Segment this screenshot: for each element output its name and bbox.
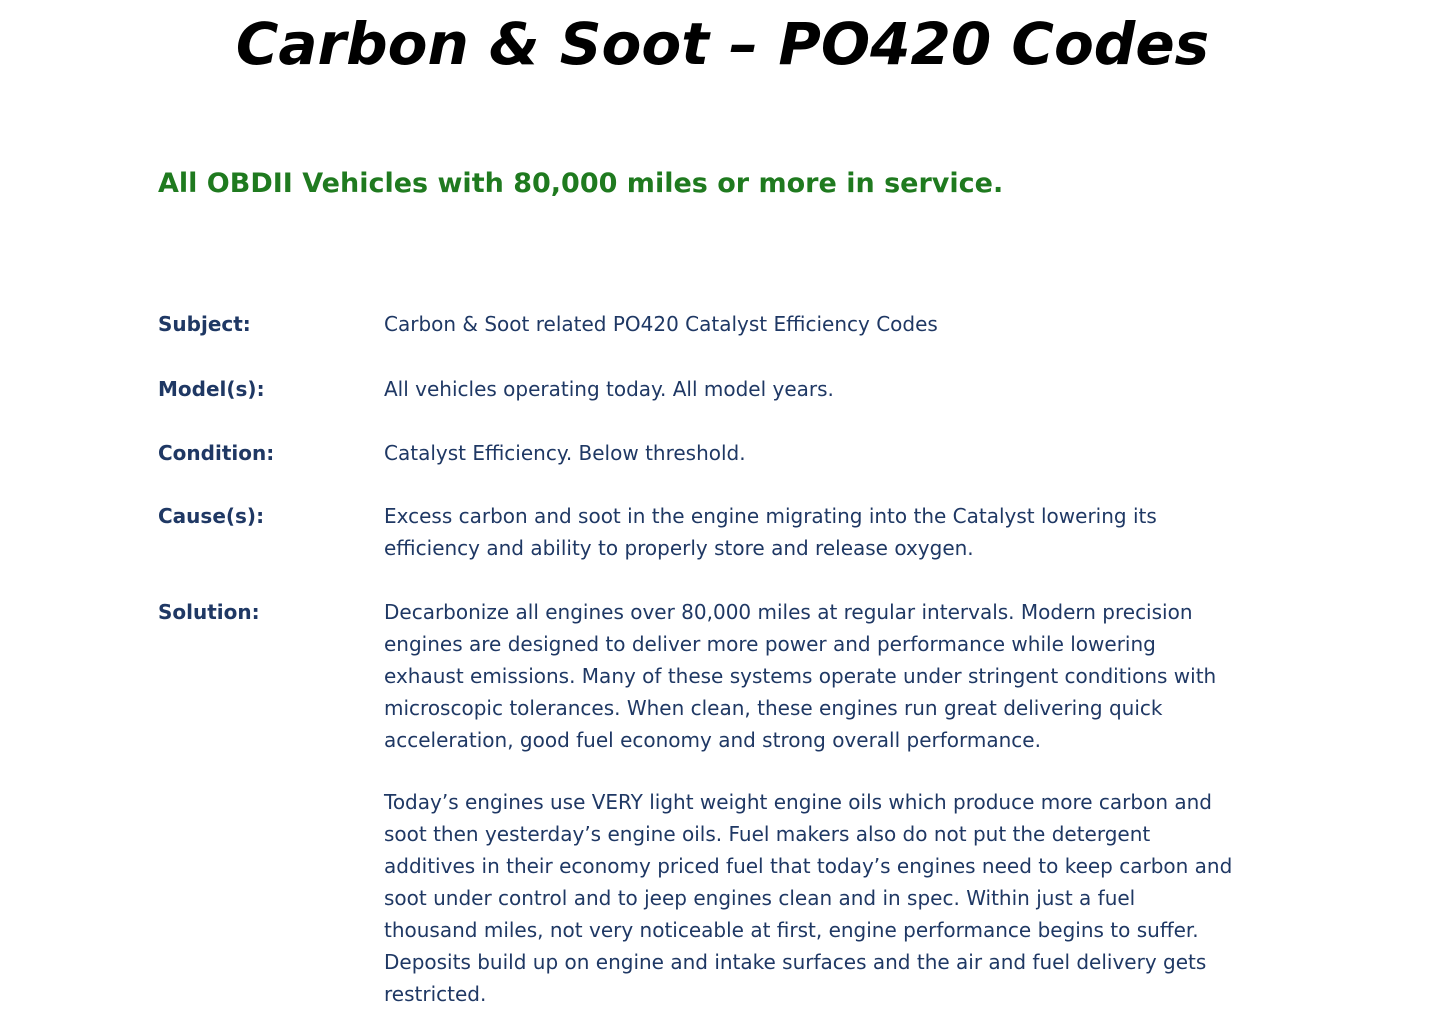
solution-line: Decarbonize all engines over 80,000 miles at regular intervals. Modern precision [384, 600, 1193, 624]
solution-paragraph-2 [384, 786, 1294, 1010]
solution-line: Deposits build up on engine and intake surfaces and the air and fuel delivery gets [384, 950, 1207, 974]
causes-label: Cause(s): [158, 504, 265, 528]
causes-line: Excess carbon and soot in the engine migrating into the Catalyst lowering its [384, 504, 1157, 528]
solution-line: soot under control and to jeep engines clean and in spec. Within just a fuel [384, 886, 1136, 910]
document-subtitle: All OBDII Vehicles with 80,000 miles or more in service. [158, 168, 1004, 199]
models-value [384, 373, 1294, 405]
solution-line: restricted. [384, 982, 487, 1006]
models-text: All vehicles operating today. All model years. [384, 377, 834, 401]
subject-text: Carbon & Soot related PO420 Catalyst Efficiency Codes [384, 312, 938, 336]
solution-line: acceleration, good fuel economy and strong overall performance. [384, 728, 1041, 752]
subject-value [384, 308, 1294, 340]
solution-line: additives in their economy priced fuel that today’s engines need to keep carbon and [384, 854, 1233, 878]
solution-label: Solution: [158, 600, 260, 624]
causes-value [384, 500, 1294, 564]
document-title: Carbon & Soot – PO420 Codes [235, 10, 1210, 78]
solution-line: soot then yesterday’s engine oils. Fuel makers also do not put the detergent [384, 822, 1151, 846]
solution-paragraph-1 [384, 596, 1294, 756]
causes-line: efficiency and ability to properly store and release oxygen. [384, 536, 974, 560]
solution-line: Today’s engines use VERY light weight engine oils which produce more carbon and [384, 790, 1212, 814]
solution-value [384, 596, 1294, 1010]
solution-line: thousand miles, not very noticeable at first, engine performance begins to suffer. [384, 918, 1199, 942]
subject-label: Subject: [158, 312, 251, 336]
solution-line: exhaust emissions. Many of these systems operate under stringent conditions with [384, 664, 1217, 688]
condition-value [384, 437, 1294, 469]
solution-line: microscopic tolerances. When clean, these engines run great delivering quick [384, 696, 1163, 720]
models-label: Model(s): [158, 377, 265, 401]
condition-text: Catalyst Efficiency. Below threshold. [384, 441, 746, 465]
condition-label: Condition: [158, 441, 275, 465]
solution-line: engines are designed to deliver more power and performance while lowering [384, 632, 1156, 656]
